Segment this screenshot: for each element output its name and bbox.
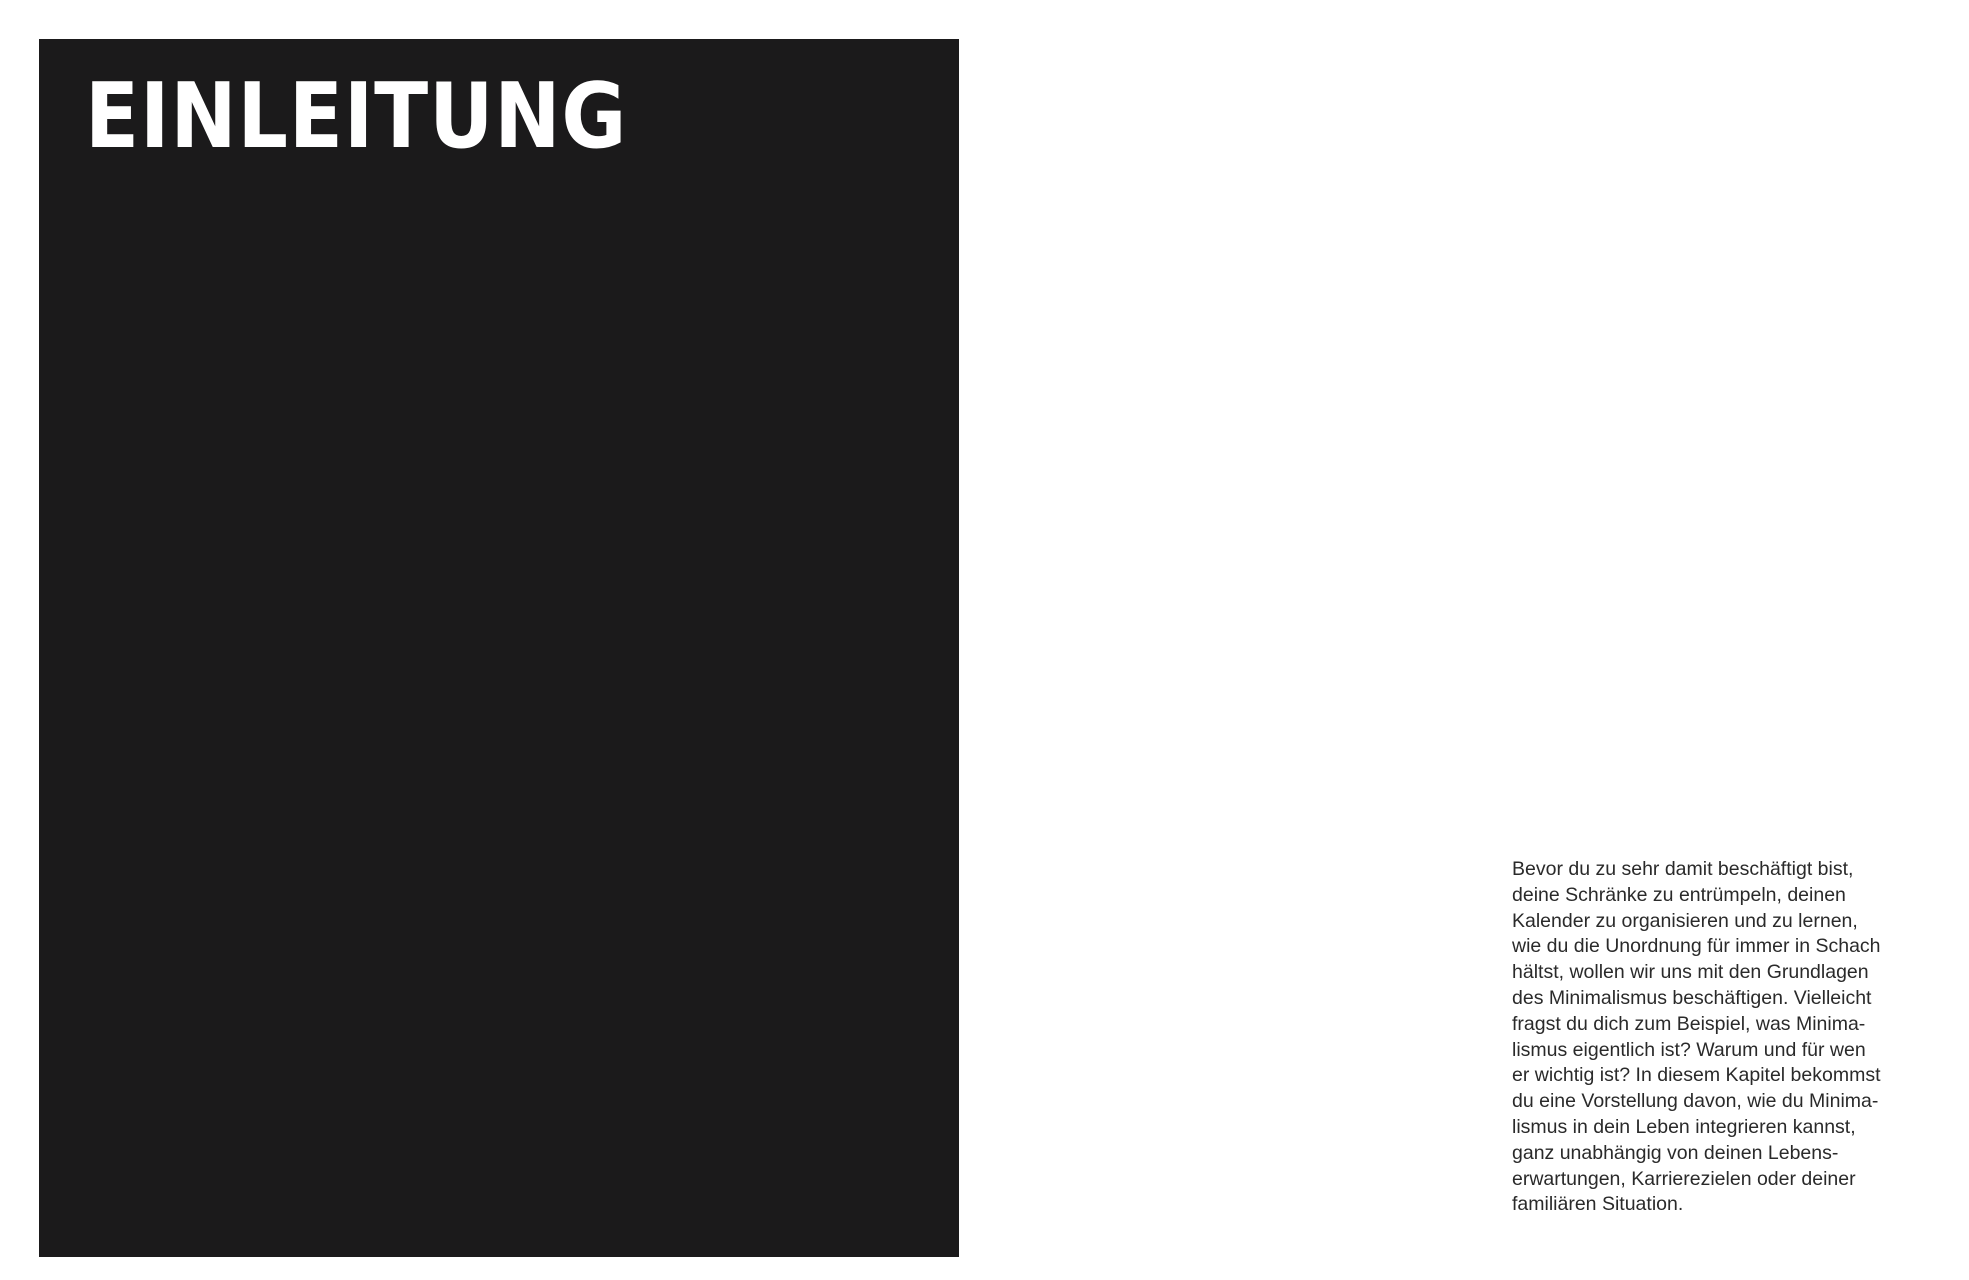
- intro-line: fragst du dich zum Beispiel, was Minima-: [1512, 1012, 1866, 1035]
- intro-line: erwartungen, Karrierezielen oder deiner: [1512, 1167, 1856, 1190]
- intro-line: du eine Vorstellung davon, wie du Minima-: [1512, 1090, 1879, 1113]
- intro-line: des Minimalismus beschäftigen. Vielleicht: [1512, 986, 1872, 1009]
- intro-line: wie du die Unordnung für immer in Schach: [1512, 935, 1881, 958]
- intro-line: deine Schränke zu entrümpeln, deinen: [1512, 883, 1846, 906]
- intro-paragraph: [1512, 857, 1932, 1218]
- intro-line: Bevor du zu sehr damit beschäftigt bist,: [1512, 858, 1854, 880]
- intro-line: er wichtig ist? In diesem Kapitel bekommst: [1512, 1064, 1881, 1087]
- intro-line: lismus eigentlich ist? Warum und für wen: [1512, 1038, 1866, 1061]
- chapter-title: EINLEITUNG: [85, 64, 628, 169]
- intro-line: familiären Situation.: [1512, 1193, 1684, 1216]
- left-page-black-panel: [39, 39, 959, 1257]
- intro-line: lismus in dein Leben integrieren kannst,: [1512, 1115, 1856, 1138]
- intro-line: hältst, wollen wir uns mit den Grundlagen: [1512, 961, 1869, 984]
- intro-line: ganz unabhängig von deinen Lebens-: [1512, 1141, 1839, 1164]
- intro-line: Kalender zu organisieren und zu lernen,: [1512, 909, 1858, 932]
